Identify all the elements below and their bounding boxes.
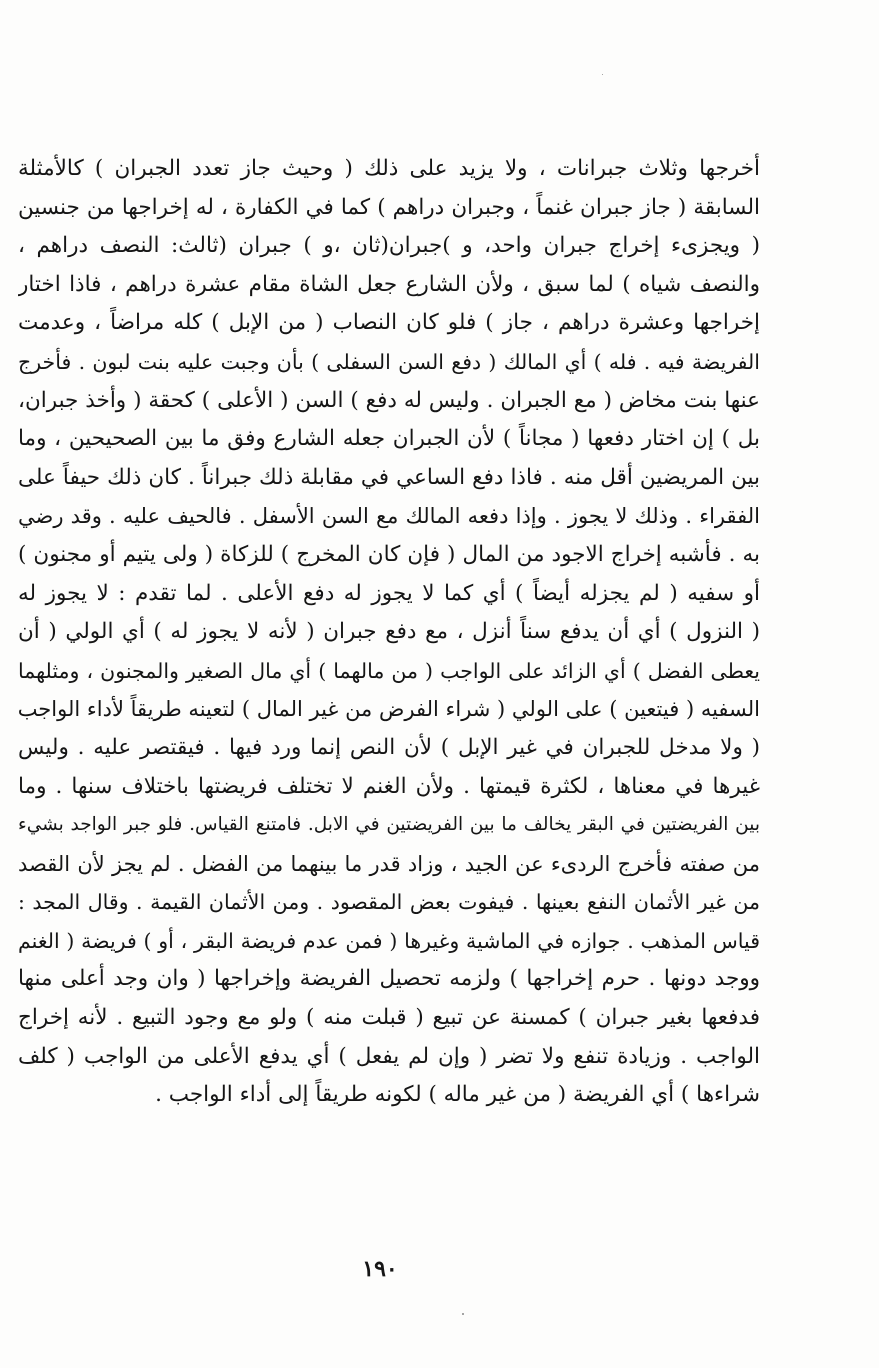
text-line: من غير الأثمان النفع بعينها . فيفوت بعض المقصود . ومن الأثمان القيمة . وقال المجد : xyxy=(18,890,760,915)
text-line: قياس المذهب . جوازه في الماشية وغيرها ( فمن عدم فريضة البقر ، أو ) فريضة ( الغنم xyxy=(18,928,760,953)
text-line: يعطى الفضل ) أي الزائد على الواجب ( من مالهما ) أي مال الصغير والمجنون ، ومثلهما xyxy=(18,658,760,683)
text-line: الفقراء . وذلك لا يجوز . وإذا دفعه المالك مع السن الأسفل . فالحيف عليه . وقد رضي xyxy=(18,504,760,529)
text-line: عنها بنت مخاض ( مع الجبران . وليس له دفع ) السن ( الأعلى ) كحقة ( وأخذ جبران، xyxy=(18,387,760,413)
text-line: شراءها ) أي الفريضة ( من غير ماله ) لكونه طريقاً إلى أداء الواجب . xyxy=(155,1082,760,1108)
text-line: فدفعها بغير جبران ) كمسنة عن تبيع ( قبلت منه ) ولو مع وجود التبيع . لأنه إخراج xyxy=(18,1005,760,1031)
page-number: ١٩٠ xyxy=(362,1256,398,1282)
text-line: بل ) إن اختار دفعها ( مجاناً ) لأن الجبران جعله الشارع وفق ما بين الصحيحين ، وما xyxy=(18,426,760,452)
text-line: السفيه ( فيتعين ) على الولي ( شراء الفرض من غير المال ) لتعينه طريقاً لأداء الواجب xyxy=(18,697,760,722)
text-line: ووجد دونها . حرم إخراجها ) ولزمه تحصيل الفريضة وإخراجها ( وان وجد أعلى منها xyxy=(18,966,760,992)
text-line: به . فأشبه إخراج الاجود من المال ( فإن كان المخرج ) للزكاة ( ولى يتيم أو مجنون ) xyxy=(18,541,760,567)
scan-speck xyxy=(602,74,603,75)
text-line: الواجب . وزيادة تنفع ولا تضر ( وإن لم يفعل ) أي يدفع الأعلى من الواجب ( كلف xyxy=(18,1043,760,1069)
text-line: بين المريضين أقل منه . فاذا دفع الساعي في مقابلة ذلك جبراناً . كان ذلك حيفاً على xyxy=(18,464,760,490)
text-line: بين الفريضتين في البقر يخالف ما بين الفريضتين في الابل. فامتنع القياس. فلو جبر الواجد بشيء xyxy=(18,814,760,836)
text-line: أو سفيه ( لم يجزله أيضاً ) أي كما لا يجوز له دفع الأعلى . لما تقدم : لا يجوز له xyxy=(18,580,760,606)
text-line: ( النزول ) أي أن يدفع سناً أنزل ، مع دفع جبران ( لأنه لا يجوز له ) أي الولي ( أن xyxy=(18,619,760,645)
text-line: إخراجها وعشرة دراهم ، جاز ) فلو كان النصاب ( من الإبل ) كله مراضاً ، وعدمت xyxy=(18,310,760,336)
text-line: غيرها في معناها ، لكثرة قيمتها . ولأن الغنم لا تختلف فريضتها باختلاف سنها . وما xyxy=(18,773,760,799)
text-line: السابقة ( جاز جبران غنماً ، وجبران دراهم ) كما في الكفارة ، له إخراجها من جنسين xyxy=(18,194,760,220)
scan-speck xyxy=(462,1313,464,1315)
text-line: أخرجها وثلاث جبرانات ، ولا يزيد على ذلك ( وحيث جاز تعدد الجبران ) كالأمثلة xyxy=(18,156,760,181)
text-line: من صفته فأخرج الردىء عن الجيد ، وزاد قدر ما بينهما من الفضل . لم يجز لأن القصد xyxy=(18,851,760,876)
text-line: الفريضة فيه . فله ) أي المالك ( دفع السن السفلى ) بأن وجبت عليه بنت لبون . فأخرج xyxy=(18,349,760,374)
text-line: ( ويجزىء إخراج جبران واحد، و )جبران(ثان ،و ) جبران (ثالث: النصف دراهم ، xyxy=(18,233,760,259)
text-line: ( ولا مدخل للجبران في غير الإبل ) لأن النص إنما ورد فيها . فيقتصر عليه . وليس xyxy=(18,734,760,760)
body-text xyxy=(18,150,760,1115)
text-line: والنصف شياه ) لما سبق ، ولأن الشارع جعل الشاة مقام عشرة دراهم ، فاذا اختار xyxy=(18,271,760,297)
